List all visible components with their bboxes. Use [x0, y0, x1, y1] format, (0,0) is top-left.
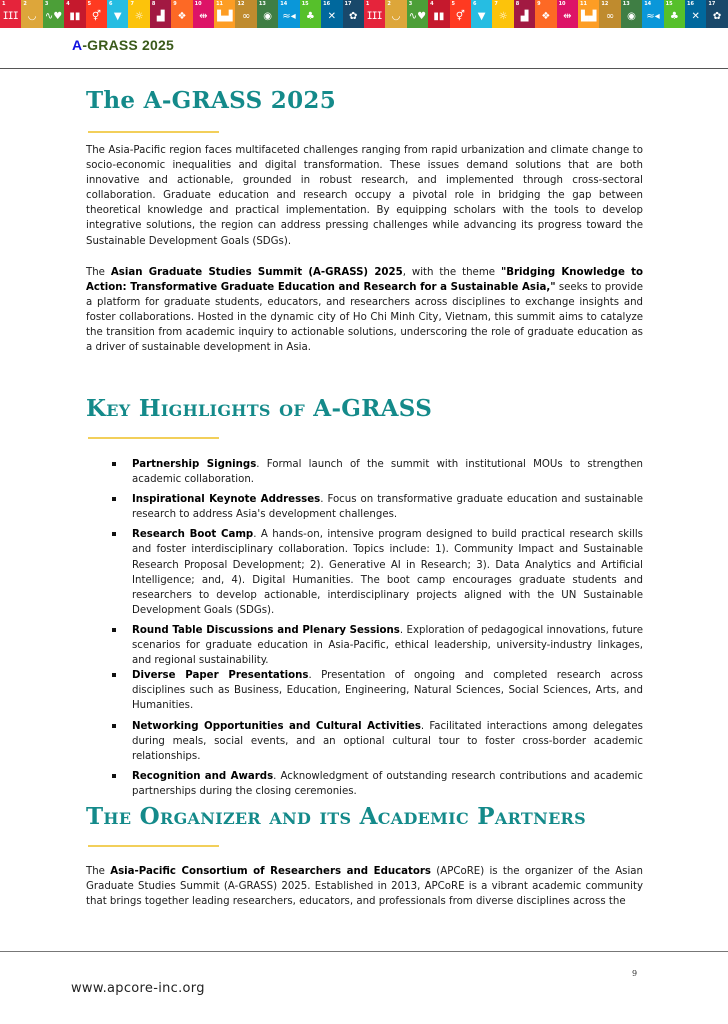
sdg-tile-13	[257, 0, 278, 28]
eye-globe-icon: ◉	[263, 11, 272, 22]
footer-website-link[interactable]: www.apcore-inc.org	[71, 981, 205, 996]
bowl-icon: ◡	[391, 11, 401, 22]
sdg-number: 10	[558, 1, 566, 7]
sdg-number: 7	[494, 1, 498, 7]
sdg-number: 9	[173, 1, 177, 7]
growth-chart-icon: ▟	[520, 11, 529, 22]
sdg-number: 14	[644, 1, 652, 7]
sdg-number: 16	[687, 1, 694, 7]
water-icon: ▼	[113, 11, 122, 22]
footer-divider	[0, 951, 728, 952]
city-icon: ▙▟	[580, 11, 597, 22]
sdg-tile-15	[664, 0, 685, 28]
city-icon: ▙▟	[217, 11, 233, 22]
sdg-tile-15	[300, 0, 321, 28]
sdg-tile-11	[578, 0, 599, 28]
organizer-name: Asia-Pacific Consortium of Researchers and Educators	[110, 866, 431, 877]
tree-icon: ♣	[305, 11, 315, 22]
running-header	[72, 37, 174, 53]
list-item: Recognition and Awards. Acknowledgment of outstanding research contributions and academic partnerships during the closing ceremonies.	[112, 769, 643, 799]
sdg-number: 1	[2, 1, 6, 7]
sdg-number: 4	[66, 1, 70, 7]
sdg-tile-11	[214, 0, 235, 28]
sdg-tile-6	[107, 0, 128, 28]
sdg-number: 15	[301, 1, 309, 7]
sdg-number: 5	[451, 1, 456, 7]
flower-icon: ✿	[349, 11, 358, 22]
header-divider	[0, 68, 728, 69]
bowl-icon: ◡	[27, 11, 37, 22]
summit-theme: "Bridging Knowledge to Action: Transformative Graduate Education and Research for a Sustainable Asia,"	[86, 267, 643, 294]
sdg-tile-2	[21, 0, 42, 28]
sdg-tile-7	[128, 0, 149, 28]
people-icon: ⵊⵊⵊ	[367, 11, 383, 22]
eye-globe-icon: ◉	[627, 11, 636, 22]
sdg-tile-4	[64, 0, 85, 28]
bullet-icon	[112, 774, 116, 778]
section-title-key-highlights: Key Highlights of A-GRASS	[86, 395, 433, 422]
sdg-tile-14	[642, 0, 663, 28]
infinity-icon: ∞	[242, 11, 251, 22]
sdg-number: 15	[665, 1, 673, 7]
sdg-tile-4	[428, 0, 449, 28]
water-icon: ▼	[477, 11, 486, 22]
sdg-number: 14	[280, 1, 288, 7]
book-icon: ▮▮	[433, 11, 445, 22]
sdg-number: 9	[537, 1, 541, 7]
summit-name: Asian Graduate Studies Summit (A-GRASS) 2025	[110, 267, 403, 278]
sdg-tile-14	[278, 0, 299, 28]
running-header-title: -GRASS 2025	[82, 37, 174, 53]
list-item: Networking Opportunities and Cultural Activities. Facilitated interactions among delegates during meals, social events, and an optional cultural tour to foster cross-border academic relationships.	[112, 719, 643, 764]
organizer-paragraph: The Asia-Pacific Consortium of Researchers and Educators (APCoRE) is the organizer of the Asian Graduate Studies Summit (A-GRASS) 2025. Established in 2013, APCoRE is a vibrant academic community that brings together leading researchers, educators, and professionals from diverse disciplines across the	[86, 866, 644, 908]
sdg-number: 6	[472, 1, 477, 7]
sdg-tile-3	[407, 0, 428, 28]
dove-icon: ✕	[691, 11, 700, 22]
heartbeat-icon: ∿♥	[44, 11, 63, 22]
sdg-tile-1	[0, 0, 21, 28]
sdg-number: 10	[194, 1, 202, 7]
sun-icon: ☼	[134, 11, 144, 22]
sdg-tile-5	[450, 0, 471, 28]
bullet-icon	[112, 532, 116, 536]
sdg-tile-9	[171, 0, 192, 28]
sdg-number: 11	[579, 1, 587, 7]
sdg-number: 2	[387, 1, 391, 7]
sdg-number: 1	[365, 1, 370, 7]
list-item: Research Boot Camp. A hands-on, intensive program designed to build practical research skills and foster interdisciplinary collaboration. Topics include: 1). Community Impact and Sustainable Research Proposal Development; 2). Generative AI in Research; 3). Data Analytics and Artificial Intelligence; and, 4). Digital Humanities. The boot camp encourages graduate students and researchers to develop actionable, interdisciplinary projects aligned with the UN Sustainable Development Goals (SDGs).	[112, 527, 643, 618]
sdg-tile-3	[43, 0, 64, 28]
sdg-tile-12	[235, 0, 256, 28]
book-icon: ▮▮	[69, 11, 81, 22]
title-underline	[88, 131, 219, 133]
infinity-icon: ∞	[605, 11, 615, 22]
sdg-number: 7	[130, 1, 134, 7]
gender-icon: ⚥	[91, 11, 101, 22]
sdg-tile-16	[321, 0, 342, 28]
people-icon: ⵊⵊⵊ	[3, 11, 19, 22]
bullet-icon	[112, 724, 116, 728]
sdg-tile-17	[343, 0, 364, 28]
heartbeat-icon: ∿♥	[408, 11, 427, 22]
sdg-number: 2	[23, 1, 27, 7]
sdg-tile-16	[685, 0, 706, 28]
sun-icon: ☼	[498, 11, 508, 22]
running-header-initial: A	[72, 37, 83, 53]
sdg-tile-5	[86, 0, 107, 28]
sdg-tile-9	[535, 0, 556, 28]
sdg-number: 3	[44, 1, 49, 7]
page-number: 9	[632, 969, 638, 978]
summit-paragraph: The Asian Graduate Studies Summit (A-GRASS) 2025, with the theme "Bridging Knowledge to Action: Transformative Graduate Education and Research for a Sustainable Asia," seeks to provide a platform for graduate students, educators, and researchers across disciplines to exchange insights and foster collaborations. Hosted in the dynamic city of Ho Chi Minh City, Vietnam, this summit aims to catalyze the transition from academic inquiry to actionable solutions, underscoring the role of graduate education as a driver of sustainable development in Asia.	[86, 267, 643, 354]
list-item: Partnership Signings. Formal launch of the summit with institutional MOUs to strengthen academic collaboration.	[112, 457, 643, 487]
sdg-tile-10	[193, 0, 214, 28]
sdg-number: 13	[622, 1, 630, 7]
sdg-tile-17	[706, 0, 727, 28]
sdg-tile-1	[364, 0, 385, 28]
sdg-number: 13	[258, 1, 266, 7]
cubes-icon: ❖	[177, 11, 187, 22]
sdg-number: 12	[601, 1, 609, 7]
tree-icon: ♣	[669, 11, 679, 22]
growth-chart-icon: ▟	[156, 11, 165, 22]
gender-icon: ⚥	[455, 11, 465, 22]
sdg-number: 4	[430, 1, 434, 7]
equality-icon: ⇹	[563, 11, 572, 22]
sdg-number: 17	[344, 1, 352, 7]
list-item: Round Table Discussions and Plenary Sessions. Exploration of pedagogical innovations, future scenarios for graduate education in Asia-Pacific, ethical leadership, university-industry linkages, and regional sustainability.	[112, 623, 643, 668]
cubes-icon: ❖	[541, 11, 551, 22]
flower-icon: ✿	[712, 11, 722, 22]
list-item: Diverse Paper Presentations. Presentation of ongoing and completed research across disciplines such as Business, Education, Engineering, Natural Sciences, Social Sciences, Arts, and Humanities.	[112, 668, 643, 713]
section-title-organizer-partners: The Organizer and its Academic Partners	[86, 803, 587, 830]
fish-icon: ≈◂	[282, 11, 296, 22]
sdg-tile-13	[621, 0, 642, 28]
sdg-tile-2	[385, 0, 406, 28]
bullet-icon	[112, 628, 116, 632]
equality-icon: ⇹	[199, 11, 208, 22]
sdg-banner	[0, 0, 728, 28]
sdg-number: 12	[237, 1, 245, 7]
sdg-tile-7	[492, 0, 513, 28]
sdg-number: 6	[109, 1, 113, 7]
highlights-list	[112, 457, 643, 804]
sdg-number: 17	[708, 1, 716, 7]
bullet-icon	[112, 673, 116, 677]
dove-icon: ✕	[327, 11, 336, 22]
sdg-tile-8	[150, 0, 171, 28]
sdg-tile-10	[557, 0, 578, 28]
bullet-icon	[112, 462, 116, 466]
list-item: Inspirational Keynote Addresses. Focus on transformative graduate education and sustainable research to address Asia's development challenges.	[112, 492, 643, 522]
fish-icon: ≈◂	[646, 11, 660, 22]
sdg-number: 5	[87, 1, 92, 7]
bullet-icon	[112, 497, 116, 501]
sdg-tile-6	[471, 0, 492, 28]
intro-paragraph: The Asia-Pacific region faces multifaceted challenges ranging from rapid urbanization and climate change to socio-economic inequalities and digital transformation. These issues demand solutions that are both innovative and actionable, grounded in robust research, and implemented through cross-sectoral collaboration. Graduate education and research occupy a pivotal role in bridging the gap between theoretical knowledge and practical implementation. By equipping scholars with the tools to develop integrative solutions, the region can address pressing challenges while advancing its progress toward the Sustainable Development Goals (SDGs).	[86, 145, 643, 247]
sdg-tile-12	[599, 0, 620, 28]
section-title-the-a-grass-2025: The A-GRASS 2025	[86, 87, 337, 114]
title-underline	[88, 845, 219, 847]
sdg-number: 8	[151, 1, 156, 7]
sdg-number: 3	[408, 1, 413, 7]
sdg-number: 8	[515, 1, 520, 7]
sdg-number: 16	[323, 1, 331, 7]
title-underline	[88, 437, 219, 439]
sdg-number: 11	[216, 1, 224, 7]
sdg-tile-8	[514, 0, 535, 28]
